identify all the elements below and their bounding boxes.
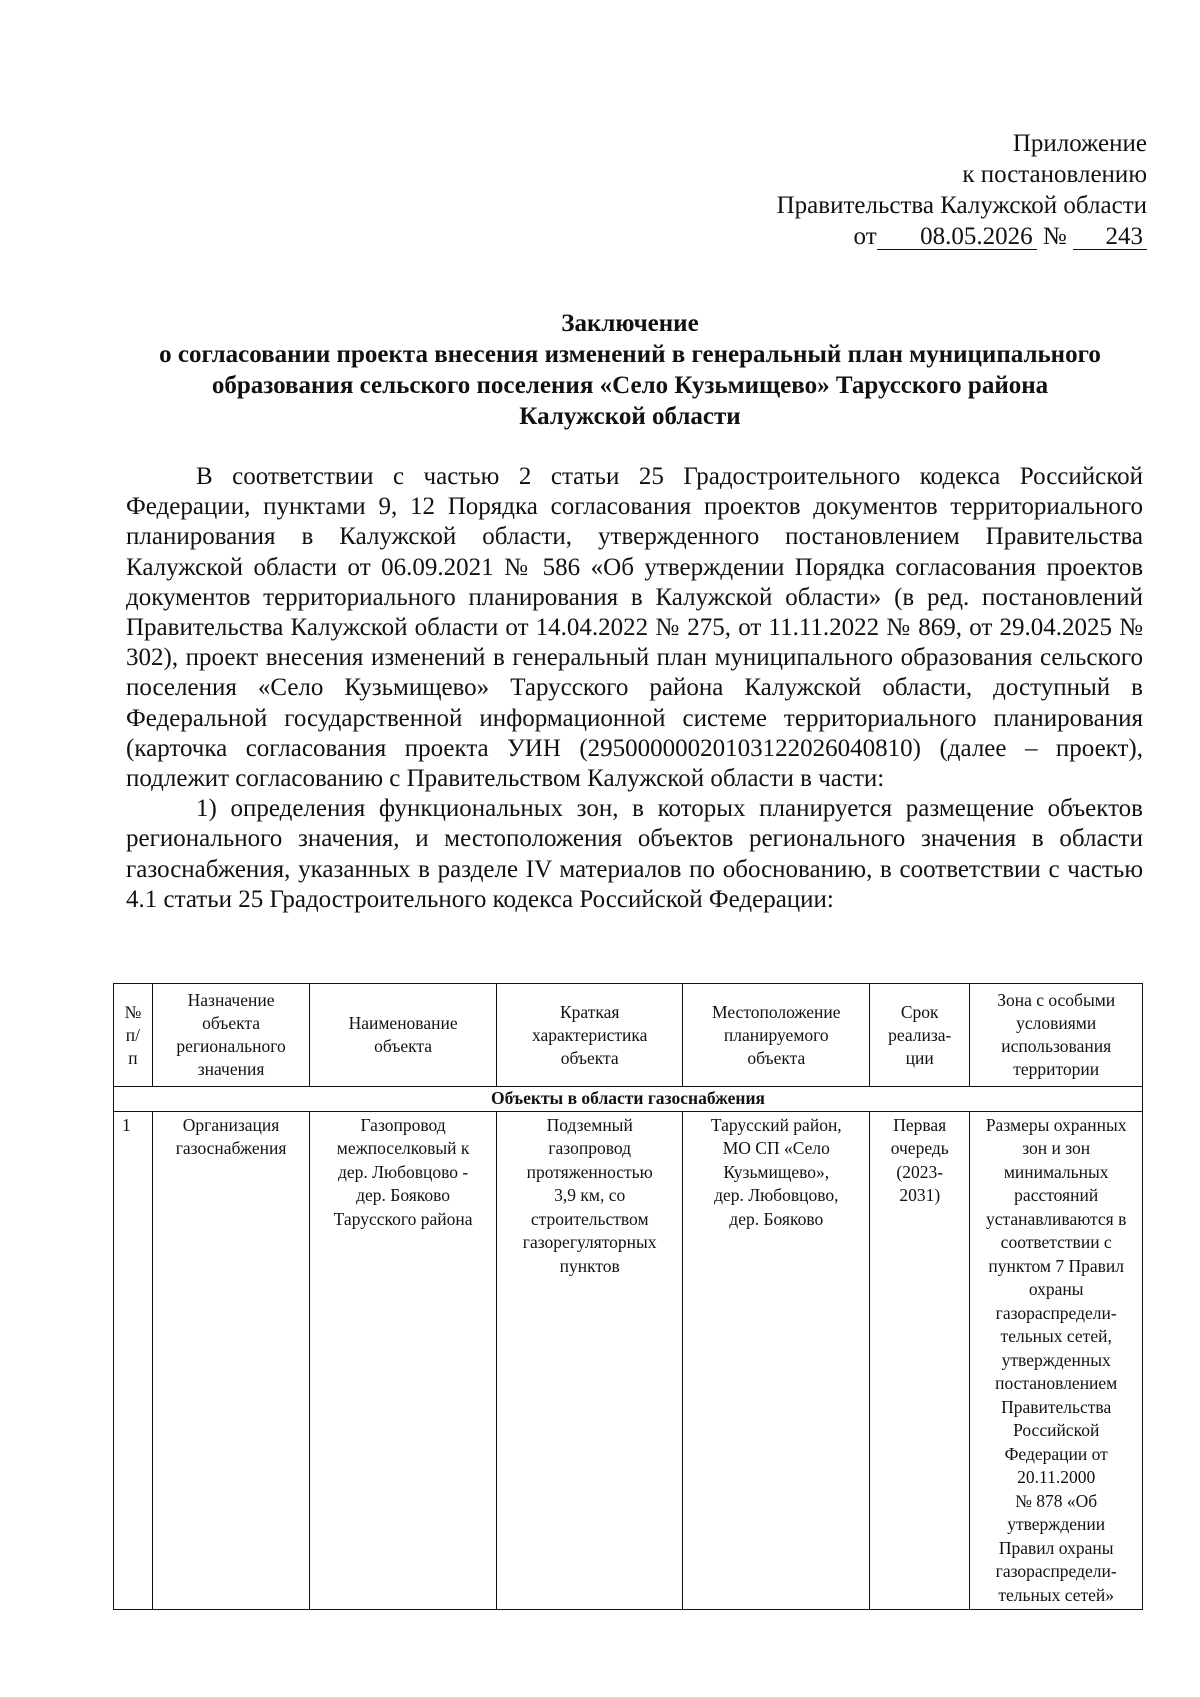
cell-line: п/ <box>125 1024 141 1045</box>
cell-line: Российской <box>1013 1420 1100 1440</box>
header-zone <box>970 984 1143 1087</box>
cell-line: № 878 «Об <box>1015 1490 1098 1511</box>
cell-line: минимальных <box>1003 1161 1109 1182</box>
document-body <box>126 462 1143 915</box>
cell-line: протяженностью <box>526 1161 653 1182</box>
cell-line: дер. Любовцово - <box>337 1161 469 1182</box>
cell-line: Федерации от <box>1004 1443 1108 1464</box>
cell-line: 3,9 км, со <box>554 1185 626 1205</box>
cell-line: постановлением <box>995 1373 1118 1393</box>
cell-line: территории <box>1013 1059 1100 1079</box>
cell-line: пунктом 7 Правил <box>988 1255 1125 1276</box>
cell-line: Местоположение <box>712 1001 841 1022</box>
section-title: Объекты в области газоснабжения <box>114 1087 1143 1112</box>
cell-line: 20.11.2000 <box>1017 1467 1096 1487</box>
cell-line: объекта <box>202 1013 261 1033</box>
cell-line: условиями <box>1016 1013 1097 1033</box>
cell-line: МО СП «Село <box>722 1138 830 1158</box>
cell-line: дер. Бояково <box>356 1185 451 1205</box>
cell-line: Правил охраны <box>998 1537 1114 1558</box>
cell-line: Первая <box>893 1114 947 1135</box>
cell-line: межпоселковый к <box>336 1138 470 1158</box>
approval-from-label: от <box>853 223 877 250</box>
cell-line: реализа- <box>888 1024 952 1045</box>
cell-line: очередь <box>890 1138 949 1158</box>
cell-line: утвержденных <box>1001 1349 1111 1370</box>
cell-line: тельных сетей, <box>1000 1326 1112 1346</box>
cell-line: Организация <box>182 1114 280 1135</box>
approval-number: 243 <box>1073 225 1147 250</box>
title-line-1: Заключение <box>561 310 699 337</box>
cell-line: Краткая <box>559 1001 620 1022</box>
header-name <box>310 984 497 1087</box>
table-row <box>114 1111 1143 1610</box>
cell-line: Наименование <box>348 1013 458 1033</box>
cell-line: газораспредели- <box>995 1302 1117 1323</box>
approval-block <box>777 128 1147 252</box>
title-line-2: о согласовании проекта внесения изменений в генеральный план муниципального <box>159 341 1101 368</box>
cell-line: характеристика <box>531 1024 648 1045</box>
cell-line: устанавливаются в <box>986 1208 1127 1229</box>
objects-table <box>113 983 1143 1610</box>
title-line-3: образования сельского поселения «Село Кузьмищево» Тарусского района <box>211 372 1049 399</box>
header-characteristic <box>496 984 683 1087</box>
approval-line-to-resolution: к постановлению <box>962 161 1147 188</box>
cell-line: ции <box>905 1047 934 1068</box>
cell-line: значения <box>197 1059 265 1079</box>
cell-line: № <box>124 1001 142 1022</box>
cell-line: дер. Бояково <box>729 1208 824 1229</box>
approval-number-label: № <box>1042 223 1067 250</box>
approval-line-appendix: Приложение <box>1012 130 1147 157</box>
cell-line: объекта <box>560 1047 619 1068</box>
cell-line: Газопровод <box>360 1114 446 1135</box>
cell-line: Правительства <box>1001 1396 1112 1417</box>
cell-line: газораспредели- <box>995 1561 1117 1581</box>
cell-line: утверждении <box>1007 1514 1106 1534</box>
cell-line: газопровод <box>548 1138 632 1158</box>
header-purpose <box>152 984 309 1087</box>
cell-line: Тарусского района <box>333 1208 473 1229</box>
cell-line: использования <box>1001 1036 1112 1056</box>
approval-date: 08.05.2026 <box>877 225 1037 250</box>
row-zone <box>970 1111 1143 1610</box>
cell-line: объекта <box>374 1036 433 1056</box>
cell-line: Зона с особыми <box>997 990 1116 1010</box>
cell-line: Кузьмищево», <box>723 1161 830 1182</box>
cell-line: соответствии с <box>1000 1232 1112 1252</box>
approval-line-date-number <box>777 221 1147 252</box>
cell-line: Срок <box>900 1001 939 1022</box>
header-term <box>870 984 970 1087</box>
document-title <box>130 308 1130 432</box>
row-characteristic <box>496 1111 683 1610</box>
body-paragraph-2: 1) определения функциональных зон, в которых планируется размещение объектов регионального значения, и местоположения объектов регионального значения в области газоснабжения, указанных в разделе IV материалов по обоснованию, в соответствии с частью 4.1 статьи 25 Градостроительного кодекса Российской Федерации: <box>126 795 1143 913</box>
cell-line: 2031) <box>899 1185 941 1205</box>
cell-line: зон и зон <box>1022 1138 1091 1158</box>
cell-line: Размеры охранных <box>985 1114 1127 1135</box>
cell-line: газорегуляторных <box>522 1232 657 1252</box>
cell-line: планируемого <box>723 1024 829 1045</box>
cell-line: тельных сетей» <box>998 1584 1115 1605</box>
row-purpose <box>152 1111 309 1610</box>
cell-line: газоснабжения <box>175 1138 287 1158</box>
cell-line: п <box>128 1047 138 1068</box>
cell-line: дер. Любовцово, <box>714 1185 839 1205</box>
cell-line: Тарусский район, <box>710 1114 842 1135</box>
row-term <box>870 1111 970 1610</box>
cell-line: регионального <box>176 1036 286 1056</box>
header-location <box>683 984 870 1087</box>
table-header-row <box>114 984 1143 1087</box>
section-row <box>114 1087 1143 1112</box>
cell-line: охраны <box>1028 1279 1084 1299</box>
body-paragraph-1: В соответствии с частью 2 статьи 25 Градостроительного кодекса Российской Федерации, пунктами 9, 12 Порядка согласования проектов документов территориального планирования в Калужской области, утвержденного постановлением Правительства Калужской области от 06.09.2021 № 586 «Об утверждении Порядка согласования проектов документов территориального планирования в Калужской области» (в ред. постановлений Правительства Калужской области от 14.04.2022 № 275, от 11.11.2022 № 869, от 29.04.2025 № 302), проект внесения изменений в генеральный план муниципального образования сельского поселения «Село Кузьмищево» Тарусского района Калужской области, доступный в Федеральной государственной информационной системе территориального планирования (карточка согласования проекта УИН (29500000020103122026040810) (далее – проект), подлежит согласованию с Правительством Калужской области в части: <box>126 463 1143 793</box>
cell-line: строительством <box>530 1208 649 1229</box>
title-line-4: Калужской области <box>519 403 741 430</box>
cell-line: Подземный <box>546 1114 633 1135</box>
cell-line: расстояний <box>1014 1185 1099 1205</box>
cell-line: объекта <box>747 1047 806 1068</box>
row-num: 1 <box>114 1111 153 1610</box>
row-name <box>310 1111 497 1610</box>
cell-line: (2023- <box>896 1161 944 1182</box>
cell-line: пунктов <box>559 1255 620 1276</box>
approval-line-government: Правительства Калужской области <box>776 192 1147 219</box>
cell-line: Назначение <box>187 990 275 1010</box>
row-location <box>683 1111 870 1610</box>
header-num <box>114 984 153 1087</box>
